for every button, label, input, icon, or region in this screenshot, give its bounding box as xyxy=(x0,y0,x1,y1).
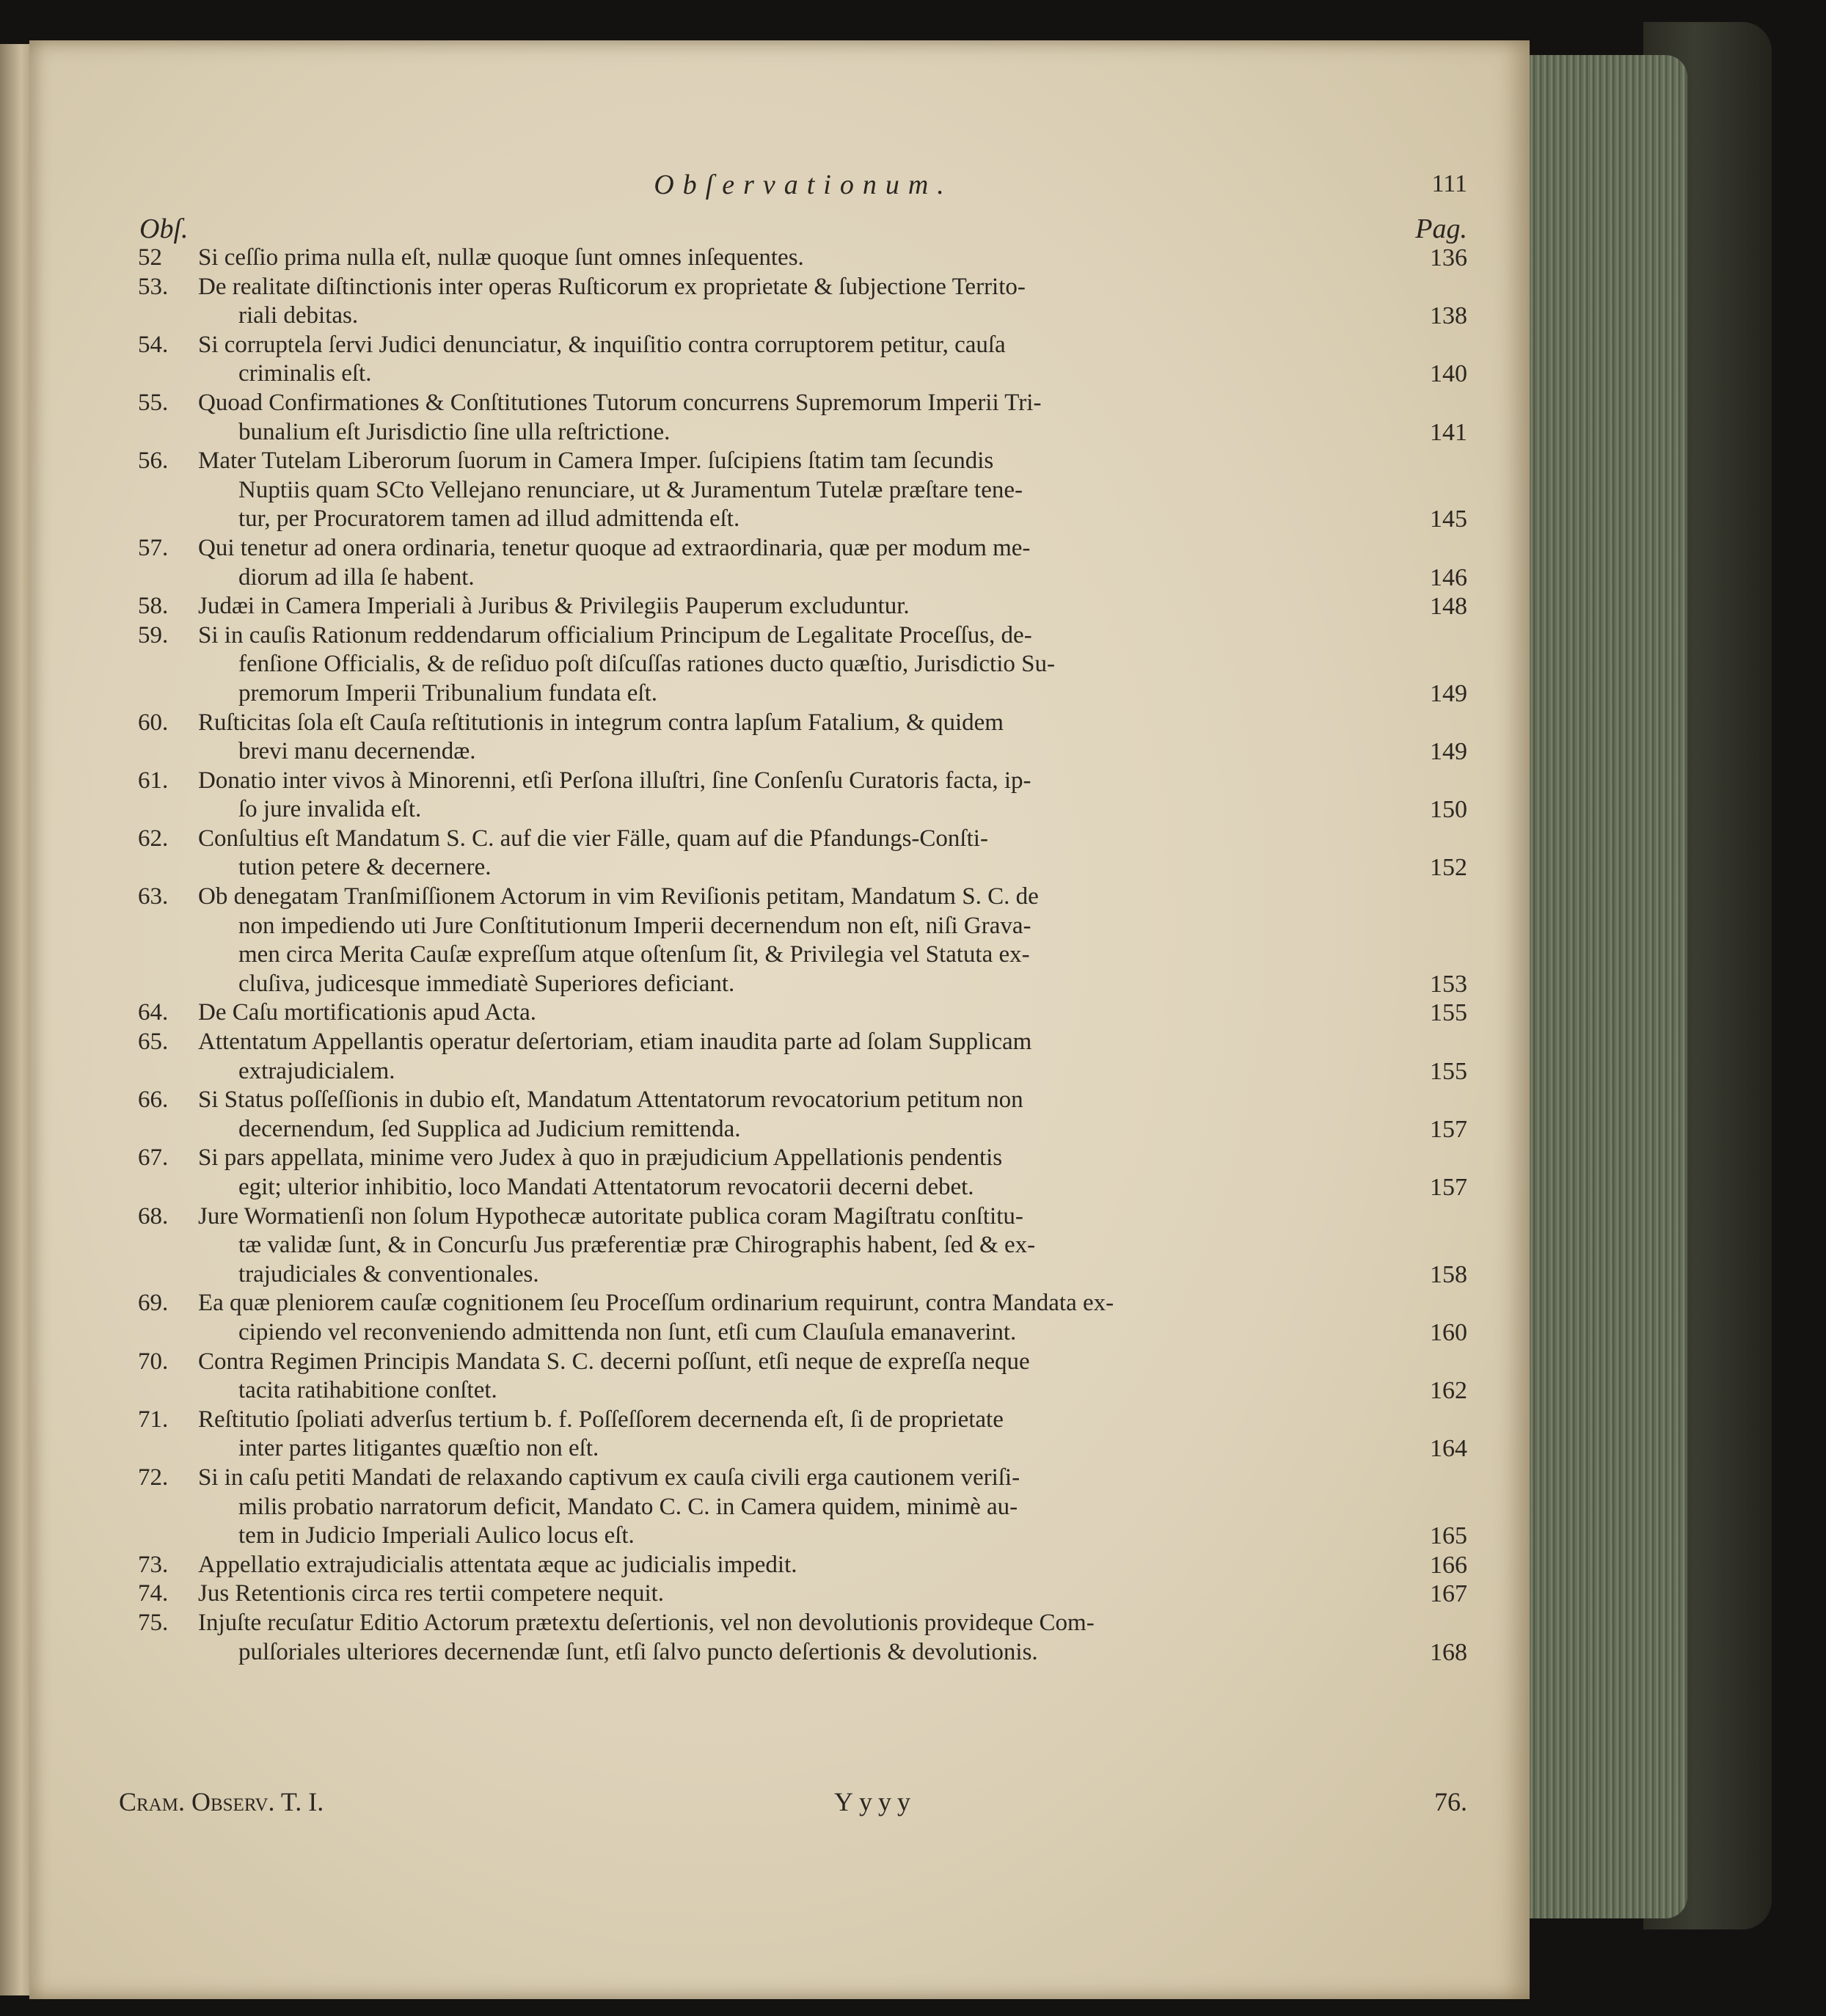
entry-page-reference: 149 xyxy=(1430,679,1467,707)
observation-number: 63. xyxy=(138,883,169,910)
running-title: Obſervationum. xyxy=(654,169,953,200)
observation-number: 73. xyxy=(138,1551,169,1578)
entry-text-line: pulſoriales ulteriores decernendæ ſunt, etſi ſalvo puncto deſertionis & devolutionis. xyxy=(238,1638,1038,1665)
entry-text-line: egit; ulterior inhibitio, loco Mandati Attentatorum revocatorii decerni debet. xyxy=(238,1174,974,1200)
observation-number: 75. xyxy=(138,1609,169,1636)
index-entry xyxy=(139,1348,1467,1406)
entry-text-line: Reſtitutio ſpoliati adverſus tertium b. f. Poſſeſſorem decernenda eſt, ſi de proprietate xyxy=(198,1406,1004,1433)
observation-number: 64. xyxy=(138,999,169,1026)
observation-number: 66. xyxy=(138,1086,169,1114)
running-head xyxy=(139,169,1467,213)
entry-text-line: milis probatio narratorum deficit, Mandato C. C. in Camera quidem, minimè au- xyxy=(238,1493,1018,1520)
entry-page-reference: 158 xyxy=(1430,1260,1467,1288)
entry-text-line: brevi manu decernendæ. xyxy=(238,738,476,765)
entry-text-line: men circa Merita Cauſæ expreſſum atque oſtenſum ſit, & Privilegia vel Statuta ex- xyxy=(238,941,1030,968)
observation-number: 53. xyxy=(138,273,169,300)
column-headings xyxy=(139,213,1467,244)
entry-text-line: Donatio inter vivos à Minorenni, etſi Perſona illuſtri, ſine Conſenſu Curatoris facta, ip- xyxy=(198,767,1031,794)
entry-text-line: Jus Retentionis circa res tertii competere nequit. xyxy=(198,1580,665,1607)
entry-text-line: Si ceſſio prima nulla eſt, nullæ quoque ſunt omnes inſequentes. xyxy=(198,244,804,271)
observation-number: 67. xyxy=(138,1144,169,1172)
entry-page-reference: 152 xyxy=(1430,854,1467,882)
entry-text-line: tem in Judicio Imperiali Aulico locus eſt. xyxy=(238,1522,635,1549)
entry-text-line: bunalium eſt Jurisdictio ſine ulla reſtrictione. xyxy=(238,418,671,445)
observation-number: 57. xyxy=(138,534,169,561)
observation-number: 62. xyxy=(138,825,169,852)
observation-number: 71. xyxy=(138,1406,169,1433)
observation-number: 55. xyxy=(138,389,169,416)
entry-page-reference: 168 xyxy=(1430,1638,1467,1666)
observation-number: 61. xyxy=(138,767,169,794)
entry-text-line: Qui tenetur ad onera ordinaria, tenetur quoque ad extraordinaria, quæ per modum me- xyxy=(198,534,1031,561)
page-footer xyxy=(119,1786,1467,1819)
entry-text-line: extrajudicialem. xyxy=(238,1057,395,1084)
page-column-heading: Pag. xyxy=(1415,213,1467,244)
index-entry xyxy=(139,709,1467,767)
entry-page-reference: 145 xyxy=(1430,505,1467,533)
index-entry xyxy=(139,825,1467,883)
index-entry xyxy=(139,1202,1467,1290)
entry-text-line: Ea quæ pleniorem cauſæ cognitionem ſeu Proceſſum ordinarium requirunt, contra Mandata ex- xyxy=(198,1290,1114,1317)
entry-text-line: Si in cauſis Rationum reddendarum officialium Principum de Legalitate Proceſſus, de- xyxy=(198,621,1032,649)
entry-text-line: Attentatum Appellantis operatur deſertoriam, etiam inaudita parte ad ſolam Supplicam xyxy=(198,1029,1032,1056)
observation-number: 54. xyxy=(138,331,169,358)
footer-title: Cram. Obſerv. T. I. xyxy=(119,1787,324,1816)
entry-text-line: cluſiva, judicesque immediatè Superiores deficiant. xyxy=(238,970,735,997)
entry-text-line: tæ validæ ſunt, & in Concurſu Jus præferentiæ præ Chirographis habent, ſed & ex- xyxy=(238,1232,1036,1259)
catchword: 76. xyxy=(1434,1787,1467,1816)
index-entry xyxy=(139,1579,1467,1609)
entry-page-reference: 160 xyxy=(1430,1318,1467,1346)
observation-number: 56. xyxy=(138,448,169,475)
observation-column-heading: Obſ. xyxy=(139,213,189,244)
signature-mark: Yyyy xyxy=(834,1787,916,1816)
index-entry xyxy=(139,331,1467,389)
entry-text-line: De Caſu mortificationis apud Acta. xyxy=(198,999,536,1026)
index-entry xyxy=(139,244,1467,273)
entry-text-line: Nuptiis quam SCto Vellejano renunciare, ut & Juramentum Tutelæ præſtare tene- xyxy=(238,476,1023,503)
observation-number: 72. xyxy=(138,1464,169,1491)
entry-text-line: fenſione Officialis, & de reſiduo poſt diſcuſſas rationes ducto quæſtio, Jurisdictio Su- xyxy=(238,651,1055,678)
index-entry xyxy=(139,767,1467,825)
entry-page-reference: 155 xyxy=(1430,999,1467,1027)
entry-text-line: Mater Tutelam Liberorum ſuorum in Camera Imper. ſuſcipiens ſtatim tam ſecundis xyxy=(198,448,994,475)
entry-text-line: Jure Wormatienſi non ſolum Hypothecæ autoritate publica coram Magiſtratu conſtitu- xyxy=(198,1202,1023,1230)
entry-page-reference: 153 xyxy=(1430,970,1467,998)
entry-text-line: Conſultius eſt Mandatum S. C. auf die vier Fälle, quam auf die Pfandungs-Conſti- xyxy=(198,825,988,852)
index-entry xyxy=(139,998,1467,1028)
entry-text-line: tution petere & decernere. xyxy=(238,854,492,881)
index-entry xyxy=(139,1144,1467,1202)
index-entry xyxy=(139,592,1467,621)
index-entries xyxy=(139,244,1467,1667)
index-entry xyxy=(139,1028,1467,1086)
observation-number: 59. xyxy=(138,621,169,649)
entry-text-line: non impediendo uti Jure Conſtitutionum Imperii decernendum non eſt, niſi Grava- xyxy=(238,912,1031,939)
entry-text-line: riali debitas. xyxy=(238,302,359,329)
index-entry xyxy=(139,273,1467,331)
page-number: 111 xyxy=(1431,170,1467,197)
index-entry xyxy=(139,389,1467,447)
index-entry xyxy=(139,621,1467,709)
entry-page-reference: 164 xyxy=(1430,1435,1467,1463)
entry-text-line: diorum ad illa ſe habent. xyxy=(238,563,475,591)
entry-text-line: Injuſte recuſatur Editio Actorum prætextu deſertionis, vel non devolutionis provideque Com- xyxy=(198,1609,1095,1636)
entry-page-reference: 136 xyxy=(1430,244,1467,271)
entry-text-line: Si Status poſſeſſionis in dubio eſt, Mandatum Attentatorum revocatorium petitum non xyxy=(198,1086,1023,1114)
index-entry xyxy=(139,883,1467,998)
observation-number: 60. xyxy=(138,709,169,736)
entry-text-line: decernendum, ſed Supplica ad Judicium remittenda. xyxy=(238,1115,741,1142)
index-entry xyxy=(139,1086,1467,1144)
entry-text-line: premorum Imperii Tribunalium fundata eſt. xyxy=(238,679,657,706)
index-entry xyxy=(139,1551,1467,1580)
entry-text-line: criminalis eſt. xyxy=(238,360,372,387)
index-entry xyxy=(139,1464,1467,1551)
entry-text-line: Judæi in Camera Imperiali à Juribus & Privilegiis Pauperum excluduntur. xyxy=(198,593,910,620)
observation-number: 52 xyxy=(138,244,162,271)
entry-text-line: Quoad Confirmationes & Conſtitutiones Tutorum concurrens Supremorum Imperii Tri- xyxy=(198,389,1042,416)
entry-text-line: Appellatio extrajudicialis attentata æque ac judicialis impedit. xyxy=(198,1551,797,1578)
entry-page-reference: 157 xyxy=(1430,1174,1467,1201)
index-entry xyxy=(139,1609,1467,1667)
entry-text-line: ſo jure invalida eſt. xyxy=(238,796,422,823)
entry-text-line: Ruſticitas ſola eſt Cauſa reſtitutionis in integrum contra lapſum Fatalium, & quidem xyxy=(198,709,1004,736)
entry-text-line: De realitate diſtinctionis inter operas Ruſticorum ex proprietate & ſubjectione Territo- xyxy=(198,273,1026,300)
entry-page-reference: 150 xyxy=(1430,796,1467,824)
observation-number: 74. xyxy=(138,1580,169,1607)
entry-page-reference: 140 xyxy=(1430,360,1467,388)
observation-number: 68. xyxy=(138,1202,169,1230)
entry-text-line: tacita ratihabitione conſtet. xyxy=(238,1377,497,1404)
entry-text-line: cipiendo vel reconveniendo admittenda non ſunt, etſi cum Clauſula emanaverint. xyxy=(238,1318,1017,1345)
entry-page-reference: 141 xyxy=(1430,418,1467,446)
book-page xyxy=(29,40,1530,1999)
entry-page-reference: 166 xyxy=(1430,1551,1467,1579)
index-entry xyxy=(139,534,1467,592)
entry-text-line: Si in caſu petiti Mandati de relaxando captivum ex cauſa civili erga cautionem veriſi- xyxy=(198,1464,1020,1491)
entry-text-line: tur, per Procuratorem tamen ad illud admittenda eſt. xyxy=(238,505,740,533)
entry-page-reference: 162 xyxy=(1430,1377,1467,1405)
entry-text-line: inter partes litigantes quæſtio non eſt. xyxy=(238,1435,599,1462)
index-entry xyxy=(139,1289,1467,1347)
entry-page-reference: 155 xyxy=(1430,1057,1467,1085)
observation-number: 70. xyxy=(138,1348,169,1375)
entry-text-line: Ob denegatam Tranſmiſſionem Actorum in vim Reviſionis petitam, Mandatum S. C. de xyxy=(198,883,1039,910)
entry-page-reference: 165 xyxy=(1430,1522,1467,1550)
entry-page-reference: 146 xyxy=(1430,563,1467,591)
entry-page-reference: 138 xyxy=(1430,302,1467,330)
index-entry xyxy=(139,1406,1467,1464)
observation-number: 69. xyxy=(138,1290,169,1317)
entry-page-reference: 148 xyxy=(1430,593,1467,621)
entry-text-line: trajudiciales & conventionales. xyxy=(238,1260,539,1288)
page-edges xyxy=(1530,55,1687,1918)
entry-page-reference: 149 xyxy=(1430,738,1467,766)
entry-page-reference: 157 xyxy=(1430,1115,1467,1143)
observation-number: 58. xyxy=(138,593,169,620)
observation-number: 65. xyxy=(138,1029,169,1056)
entry-text-line: Si pars appellata, minime vero Judex à quo in præjudicium Appellationis pendentis xyxy=(198,1144,1003,1172)
index-entry xyxy=(139,447,1467,534)
entry-text-line: Contra Regimen Principis Mandata S. C. decerni poſſunt, etſi neque de expreſſa neque xyxy=(198,1348,1030,1375)
entry-text-line: Si corruptela ſervi Judici denunciatur, & inquiſitio contra corruptorem petitur, cauſa xyxy=(198,331,1006,358)
entry-page-reference: 167 xyxy=(1430,1580,1467,1608)
page-content xyxy=(119,169,1467,1816)
